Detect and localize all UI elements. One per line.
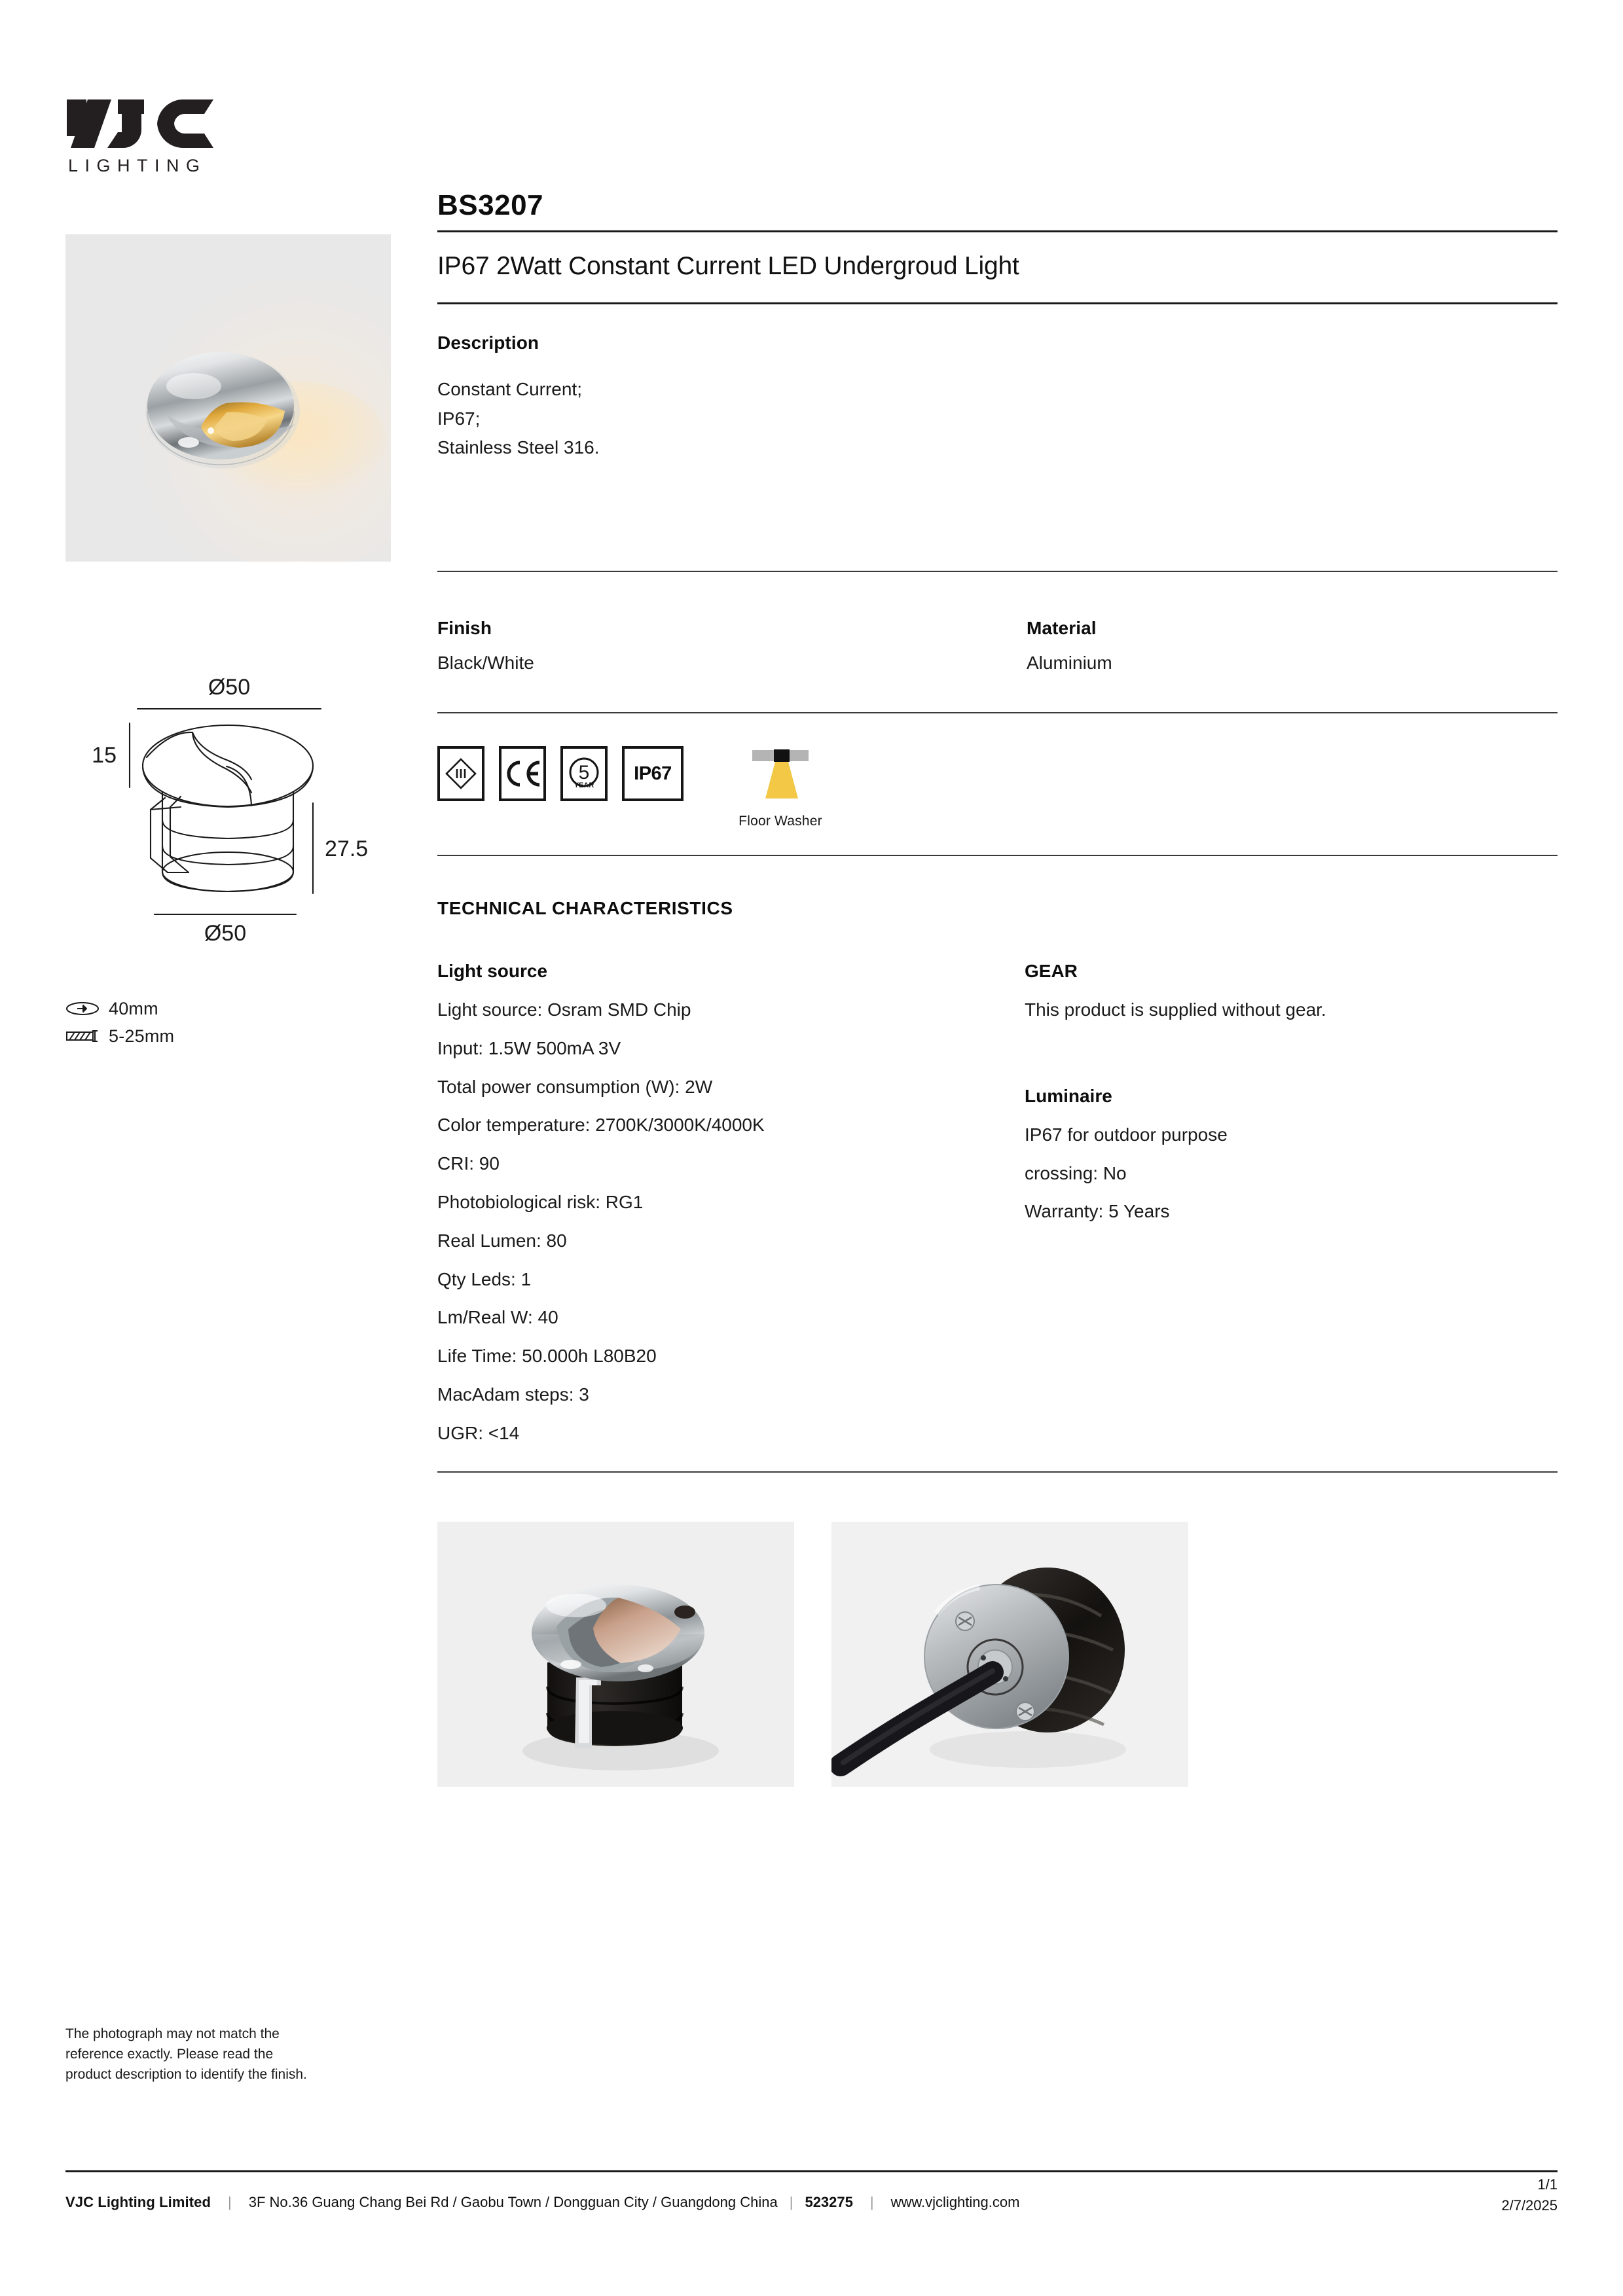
gear-heading: GEAR: [1025, 961, 1078, 981]
footer-divider: |: [789, 2194, 793, 2210]
divider-footer: [65, 2170, 1558, 2172]
dimension-drawing: [65, 658, 393, 959]
ip67-icon: [622, 746, 684, 801]
material-block: [1027, 618, 1558, 677]
spec-item: CRI: 90: [437, 1153, 500, 1174]
luminaire-item: crossing: No: [1025, 1162, 1127, 1183]
ip67-label: IP67: [634, 762, 672, 784]
description-heading: Description: [437, 332, 539, 353]
dim-dome-height: 15: [92, 743, 117, 768]
product-photo-angled: [437, 1522, 794, 1787]
description-line-1: Constant Current;: [437, 379, 582, 399]
disclaimer-line-3: product description to identify the finish.: [65, 2067, 307, 2083]
light-source-column: [437, 961, 1025, 1462]
footer-website[interactable]: www.vjclighting.com: [890, 2194, 1020, 2210]
thickness-note: [65, 1022, 340, 1050]
five-year-warranty-icon: [560, 746, 608, 801]
floor-washer-block: [721, 746, 839, 829]
cutout-hole-icon: [65, 1000, 100, 1017]
class-3-icon: [437, 746, 484, 801]
spec-item: Light source: Osram SMD Chip: [437, 999, 691, 1020]
spec-item: Total power consumption (W): 2W: [437, 1076, 713, 1097]
technical-columns: [437, 961, 1558, 1462]
footer-divider: |: [228, 2194, 232, 2210]
spec-item: Real Lumen: 80: [437, 1230, 567, 1251]
gear-item: This product is supplied without gear.: [1025, 999, 1326, 1020]
disclaimer-line-1: The photograph may not match the: [65, 2026, 280, 2041]
ce-icon: [499, 746, 546, 801]
product-subtitle: IP67 2Watt Constant Current LED Undergroud Light: [437, 252, 1019, 280]
technical-title: TECHNICAL CHARACTERISTICS: [437, 898, 733, 918]
finish-block: [437, 618, 1027, 677]
footer-meta: [1501, 2174, 1558, 2216]
finish-material-row: [437, 618, 1558, 677]
brand-logo: [65, 98, 229, 175]
divider-icons: [437, 855, 1558, 856]
spec-item: Life Time: 50.000h L80B20: [437, 1346, 657, 1367]
thickness-value: 5-25mm: [109, 1026, 175, 1046]
column-spacer: [1025, 1039, 1558, 1086]
cutout-note: [65, 995, 340, 1022]
spec-item: Photobiological risk: RG1: [437, 1191, 644, 1212]
document-date: 2/7/2025: [1501, 2197, 1558, 2214]
disclaimer-line-2: reference exactly. Please read the: [65, 2047, 274, 2062]
photo-gallery: [437, 1522, 1188, 1787]
spec-item: Color temperature: 2700K/3000K/4000K: [437, 1115, 765, 1136]
dim-top-diameter: Ø50: [208, 675, 251, 700]
product-hero-photo: [65, 234, 391, 562]
floor-washer-icon: [742, 746, 819, 804]
floor-washer-caption: Floor Washer: [739, 814, 822, 829]
footer-company: VJC Lighting Limited: [65, 2194, 211, 2210]
page-footer: [65, 2194, 1558, 2211]
spec-item: Qty Leds: 1: [437, 1268, 532, 1289]
footer-divider: |: [869, 2194, 874, 2210]
installation-notes: [65, 995, 340, 1050]
spec-item: UGR: <14: [437, 1422, 520, 1443]
footer-address: 3F No.36 Guang Chang Bei Rd / Gaobu Town / Dongguan City / Guangdong China: [248, 2194, 778, 2210]
finish-heading: Finish: [437, 618, 492, 638]
finish-value: Black/White: [437, 653, 534, 673]
footer-postcode: 523275: [805, 2194, 853, 2210]
description-body: [437, 376, 1027, 462]
divider-technical: [437, 1471, 1558, 1473]
divider-finish: [437, 712, 1558, 713]
photo-disclaimer: [65, 2024, 347, 2085]
dim-bottom-diameter: Ø50: [204, 921, 247, 946]
description-line-3: Stainless Steel 316.: [437, 437, 600, 458]
light-source-heading: Light source: [437, 961, 548, 981]
dim-body-height: 27.5: [325, 836, 369, 861]
divider-title: [437, 230, 1558, 232]
brand-wordmark: LIGHTING: [68, 156, 207, 175]
divider-description: [437, 571, 1558, 572]
material-heading: Material: [1027, 618, 1097, 638]
page-number: 1/1: [1537, 2176, 1558, 2193]
spec-item: Input: 1.5W 500mA 3V: [437, 1037, 621, 1058]
description-block: [437, 332, 1027, 462]
svg-text:YEAR: YEAR: [574, 781, 594, 789]
description-line-2: IP67;: [437, 408, 481, 429]
gear-luminaire-column: [1025, 961, 1558, 1462]
luminaire-item: Warranty: 5 Years: [1025, 1201, 1170, 1222]
certification-row: [437, 746, 839, 829]
spec-item: MacAdam steps: 3: [437, 1384, 589, 1405]
luminaire-item: IP67 for outdoor purpose: [1025, 1124, 1228, 1145]
svg-text:5: 5: [578, 762, 590, 783]
vjc-logo-icon: [65, 98, 216, 151]
material-thickness-icon: [65, 1028, 100, 1045]
spec-item: Lm/Real W: 40: [437, 1307, 558, 1328]
material-value: Aluminium: [1027, 653, 1112, 673]
product-photo-rear-cable: [831, 1522, 1188, 1787]
divider-subtitle: [437, 302, 1558, 304]
luminaire-heading: Luminaire: [1025, 1085, 1112, 1106]
cutout-value: 40mm: [109, 998, 158, 1018]
page-title: BS3207: [437, 189, 544, 221]
